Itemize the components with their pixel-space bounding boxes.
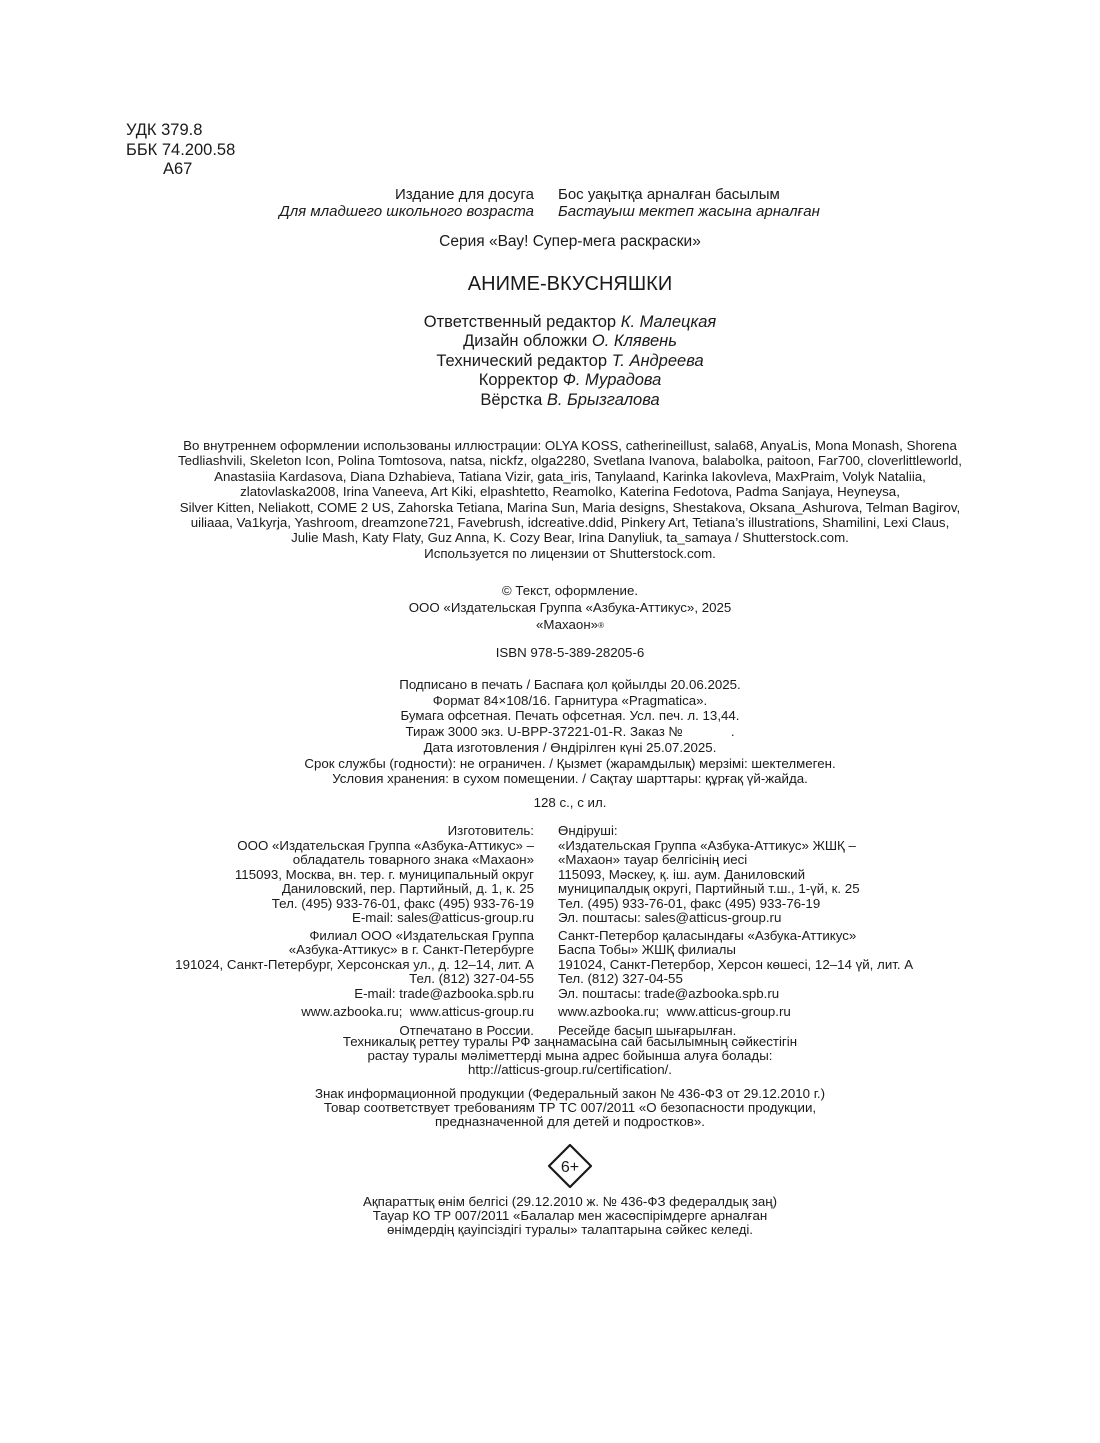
book-title: АНИМЕ-ВКУСНЯШКИ [467, 273, 673, 295]
credit-line: Silver Kitten, Neliakott, COME 2 US, Zahorska Tetiana, Marina Sun, Maria designs, Shestakova, Oksana_Ashurova, Telman Bagirov, [179, 499, 961, 515]
purpose-ru-1: Издание для досуга [395, 186, 534, 203]
print-line: Срок службы (годности): не ограничен. / Қызмет (жарамдылық) мерзімі: шектелмеген. [304, 755, 836, 771]
print-line: Тираж 3000 экз. U-BPP-37221-01-R. Заказ № . [405, 724, 735, 740]
copyright-line: © Текст, оформление. [501, 583, 639, 598]
credit-line: Julie Mash, Katy Flaty, Guz Anna, K. Cozy Bear, Irina Danyliuk, ta_samaya / Shutterstock.com. [291, 530, 849, 546]
staff-item: Ответственный редактор К. Малецкая [423, 313, 717, 331]
diamond-icon [548, 1144, 592, 1188]
website-links-kz: www.azbooka.ru; www.atticus-group.ru [558, 1004, 791, 1019]
copyright-block [0, 582, 1100, 634]
printed-in: Отпечатано в России. [399, 1022, 534, 1038]
page-count: 128 с., с ил. [533, 795, 607, 810]
law-note-ru: Знак информационной продукции (Федеральный закон № 436-ФЗ от 29.12.2010 г.) Товар соответствует требованиям ТР ТС 007/2011 «О безопасности продукции, предназначенной для детей и подростков». [314, 1086, 826, 1129]
credit-line: Tedliashvili, Skeleton Icon, Polina Tomtosova, natsa, nickfz, olga2280, Svetlana Ivanova, balabolka, paitoon, Far700, cloverlittleworld, [178, 453, 962, 469]
staff-list [0, 313, 1100, 410]
staff-item: Корректор Ф. Мурадова [478, 371, 662, 390]
print-line: Формат 84×108/16. Гарнитура «Pragmatica». [432, 692, 708, 708]
trade-email-kz: Эл. поштасы: trade@azbooka.spb.ru [558, 985, 780, 1001]
print-line: Подписано в печать / Баспаға қол қойылды 20.06.2025. [399, 677, 741, 692]
certification-url: http://atticus-group.ru/certification/. [468, 1062, 672, 1077]
staff-item: Вёрстка В. Брызгалова [480, 390, 660, 409]
age-rating: 6+ [560, 1159, 580, 1176]
print-line: Дата изготовления / Өндірілген күні 25.07.2025. [423, 739, 717, 755]
isbn: ISBN 978-5-389-28205-6 [495, 645, 645, 660]
print-line: Условия хранения: в сухом помещении. / Сақтау шарттары: құрғақ үй-жайда. [332, 771, 808, 787]
purpose-ru-2: Для младшего школьного возраста [279, 203, 534, 220]
author-code: А67 [163, 160, 193, 178]
manufacturer-block: Изготовитель: Өндіруші: ООО «Издательская Группа «Азбука-Аттикус» – «Издательская Группа «Азбука-Аттикус» ЖШҚ – обладатель товарного знака «Махаон» «Махаон» тауар белгісінің иесі 115093, Москва, вн. тер. г. муниципальный округ 115093, Мәскеу, қ. іш. аум. Даниловский Даниловский, пер. Партийный, д. 1, к. 25 муниципалдық округі, Партийный т.ш., 1-үй, к. 25 Тел. (495) 933-76-01, факс (495) 933-76-19 Тел. (495) 933-76-01, факс (495) 933-76-19 E-mail: sales@atticus-group.ru Эл. поштасы: sales@atticus-group.ru Филиал ООО «Издательская Группа Санкт-Петербор қаласындағы «Азбука-Аттикус» «Азбука-Аттикус» в г. Санкт-Петербурге Баспа Тобы» ЖШҚ филиалы 191024, Санкт-Петербург, Херсонская ул., д. 12–14, лит. А 191024, Санкт-Петербор, Херсон көшесі, 12–14 үй, лит. А Тел. (812) 327-04-55 Тел. (812) 327-04-55 E-mail: trade@azbooka.spb.ru Эл. поштасы: trade@azbooka.spb.ru www.azbooka.ru; www.atticus-group.ru www.azbooka.ru; www.atticus-group.ru Отпечатано в России. Ресейде басып шығарылған. [0, 824, 1100, 1038]
print-line: Бумага офсетная. Печать офсетная. Усл. печ. л. 13,44. [400, 708, 740, 724]
credit-line: uiliaaa, Va1kyrja, Yashroom, dreamzone721, Favebrush, idcreative.ddid, Pinkery Art, Tetiana’s illustrations, Shamilini, Lexi Claus, [190, 515, 950, 531]
age-rating-badge [548, 1144, 592, 1188]
registered-mark: ® [598, 621, 604, 631]
law-note-kz: Ақпараттық өнім белгісі (29.12.2010 ж. № 436-ФЗ федералдық заң) Тауар КО ТР 007/2011 «Балалар мен жасөспірімдерге арналған өнімдердің қауіпсіздігі туралы» талаптарына сәйкес келеді. [362, 1194, 778, 1237]
staff-item: Технический редактор Т. Андреева [436, 351, 704, 370]
trade-email: E-mail: trade@azbooka.spb.ru [354, 985, 534, 1001]
credit-line: zlatovlaska2008, Irina Vaneeva, Art Kiki, elpashtetto, Reamolko, Katerina Fedotova, Padma Sanjaya, Heyneysa, [240, 484, 900, 500]
print-info [0, 677, 1100, 787]
udk-code: УДК 379.8 [126, 121, 203, 139]
sales-email: E-mail: sales@atticus-group.ru [352, 910, 534, 925]
classification-codes [126, 121, 235, 180]
staff-item: Дизайн обложки О. Клявень [463, 332, 677, 351]
sales-email-kz: Эл. поштасы: sales@atticus-group.ru [558, 910, 782, 925]
license-line: Используется по лицензии от Shutterstock.com. [424, 545, 716, 561]
illustration-credits [0, 438, 1100, 561]
series-name: Серия «Вау! Супер-мега раскраски» [439, 233, 701, 250]
bbk-code: ББК 74.200.58 [126, 140, 236, 159]
trademark-line: «Махаон»® [536, 617, 604, 633]
credit-line: Во внутреннем оформлении использованы иллюстрации: OLYA KOSS, catherineillust, sala68, AnyaLis, Mona Monash, Shorena [183, 438, 957, 453]
purpose-kz-1: Бос уақытқа арналған басылым [558, 186, 780, 203]
website-links: www.azbooka.ru; www.atticus-group.ru [301, 1004, 534, 1019]
certification-note: Техникалық реттеу туралы РФ заңнамасына сай басылымның сәйкестігін растау туралы мәліметтерді мына адрес бойынша алуға болады: http://atticus-group.ru/certification/. [0, 1035, 1100, 1077]
printed-in-kz: Ресейде басып шығарылған. [558, 1022, 737, 1038]
purpose-block [0, 186, 1100, 220]
credit-line: Anastasiia Kardasova, Diana Dzhabieva, Tatiana Vizir, gata_iris, Tanylaand, Karinka Iakovleva, MaxPraim, Volyk Nataliia, [214, 468, 926, 484]
copyright-line: ООО «Издательская Группа «Азбука-Аттикус», 2025 [408, 600, 732, 616]
purpose-kz-2: Бастауыш мектеп жасына арналған [558, 203, 820, 220]
